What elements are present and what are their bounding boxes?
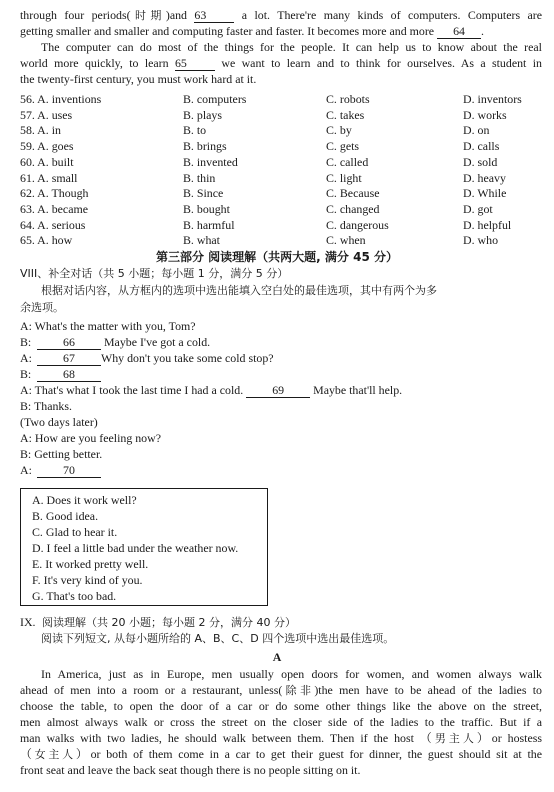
option-d[interactable]: D. inventors (463, 92, 522, 106)
dialog-line: (Two days later) (20, 415, 98, 429)
dialog-line: A: 67 Why don't you take some cold stop? (20, 351, 274, 365)
option-b[interactable]: B. what (183, 233, 220, 248)
box-option-f: F. It's very kind of you. (32, 573, 143, 587)
dialog-line: A: What's the matter with you, Tom? (20, 319, 196, 333)
option-a[interactable]: 63. A. became (20, 201, 89, 216)
blank-65[interactable]: 65 (175, 57, 215, 71)
passage-line: the twenty-first century, you must work hard at it. (20, 72, 257, 86)
option-d[interactable]: D. who (463, 233, 499, 248)
dialog-line: A: How are you feeling now? (20, 431, 161, 445)
option-c[interactable]: C. robots (326, 92, 370, 106)
option-a[interactable]: 65. A. how (20, 233, 73, 248)
passage-line: choose the table, to open the door of a car or do some other things like the above on the street, (20, 699, 542, 713)
option-c[interactable]: C. Because (326, 186, 380, 201)
option-a[interactable]: 60. A. built (20, 154, 74, 169)
option-row (20, 154, 540, 170)
option-row (20, 217, 540, 233)
dialog-line: A: That's what I took the last time I had a cold. 69 Maybe that'll help. (20, 383, 403, 397)
section-8-instruction: 根据对话内容，从方框内的选项中选出能填入空白处的最佳选项，其中有两个为多 (41, 284, 437, 297)
option-row (20, 170, 540, 186)
option-row (20, 91, 540, 107)
section-9-title: IX. 阅读理解（共 20 小题；每小题 2 分，满分 40 分） (20, 615, 296, 629)
passage-letter: A (272, 650, 282, 664)
section-9-instruction: 阅读下列短文, 从每小题所给的 A、B、C、D 四个选项中选出最佳选项。 (41, 632, 395, 645)
option-b[interactable]: B. plays (183, 107, 222, 122)
option-d[interactable]: D. heavy (463, 170, 506, 185)
option-a[interactable]: 57. A. uses (20, 107, 73, 122)
option-c[interactable]: C. when (326, 233, 366, 248)
section-8-instruction: 余选项。 (20, 301, 64, 314)
box-option-a: A. Does it work well? (32, 493, 137, 507)
box-option-c: C. Glad to hear it. (32, 525, 118, 539)
option-c[interactable]: C. light (326, 170, 362, 185)
option-b[interactable]: B. invented (183, 154, 238, 169)
box-option-g: G. That's too bad. (32, 589, 117, 603)
box-option-d: D. I feel a little bad under the weather now. (32, 541, 239, 555)
blank-63[interactable]: 63 (194, 9, 234, 23)
option-row (20, 107, 540, 123)
option-row (20, 185, 540, 201)
option-a[interactable]: 64. A. serious (20, 217, 86, 232)
dialog-line: B: 66 Maybe I've got a cold. (20, 335, 211, 349)
option-b[interactable]: B. thin (183, 170, 216, 185)
option-a[interactable]: 59. A. goes (20, 139, 74, 154)
blank-67[interactable]: 67 (37, 352, 101, 366)
passage-line: （女主人）or both of them come in a car to get their guest for dinner, the guest should sit at the (20, 747, 542, 761)
blank-66[interactable]: 66 (37, 336, 101, 350)
passage-line: world more quickly, to learn 65 we want to learn and to think for ourselves. As a student in (20, 56, 542, 70)
option-row (20, 138, 540, 154)
passage-line: front seat and leave the back seat though there is no people sitting on it. (20, 763, 361, 777)
passage-line: ahead of men into a room or a restaurant, unless(除非)the men have to be ahead of the ladies to (20, 683, 542, 697)
box-option-b: B. Good idea. (32, 509, 99, 523)
option-row (20, 201, 540, 217)
option-d[interactable]: D. calls (463, 139, 500, 154)
blank-68[interactable]: 68 (37, 368, 101, 382)
option-c[interactable]: C. gets (326, 139, 360, 154)
passage-line: men almost always walk or cross the street on the closer side of the ladies to the traffic. But if a (20, 715, 542, 729)
option-b[interactable]: B. computers (183, 92, 247, 106)
passage-line: The computer can do most of the things for the people. It can help us to know about the real (41, 40, 542, 54)
option-d[interactable]: D. While (463, 186, 507, 201)
option-b[interactable]: B. brings (183, 139, 227, 154)
option-d[interactable]: D. sold (463, 154, 498, 169)
option-c[interactable]: C. dangerous (326, 217, 389, 232)
option-b[interactable]: B. bought (183, 201, 230, 216)
option-d[interactable]: D. got (463, 201, 493, 216)
option-a[interactable]: 58. A. in (20, 123, 61, 138)
option-b[interactable]: B. Since (183, 186, 224, 201)
blank-64[interactable]: 64 (437, 25, 481, 39)
option-b[interactable]: B. harmful (183, 217, 235, 232)
option-row (20, 122, 540, 138)
dialog-line: B: Getting better. (20, 447, 103, 461)
box-option-e: E. It worked pretty well. (32, 557, 149, 571)
section-8-title: VIII、补全对话（共 5 小题；每小题 1 分，满分 5 分） (20, 267, 289, 280)
passage-line: In America, just as in Europe, men usually open doors for women, and women always walk (41, 667, 542, 681)
option-b[interactable]: B. to (183, 123, 207, 138)
dialog-line: B: Thanks. (20, 399, 72, 413)
dialog-line: A: 70 (20, 462, 542, 478)
option-d[interactable]: D. on (463, 123, 490, 138)
choice-box (20, 488, 268, 606)
passage-line: getting smaller and smaller and computing faster and faster. It becomes more and more 64 . (20, 24, 485, 38)
dialog-line: B: 68 (20, 366, 542, 382)
option-a[interactable]: 56. A. inventions (20, 92, 102, 106)
option-c[interactable]: C. changed (326, 201, 380, 216)
option-d[interactable]: D. works (463, 107, 507, 122)
option-c[interactable]: C. by (326, 123, 352, 138)
passage-line: man walks with two ladies, he should walk between them. Then if the host （男主人）or hostess (20, 731, 543, 745)
part3-title: 第三部分 阅读理解（共两大题, 满分 45 分） (156, 250, 398, 264)
passage-line: through four periods(时期)and 63 a lot. There're many kinds of computers. Computers are (20, 8, 542, 22)
blank-70[interactable]: 70 (37, 464, 101, 478)
option-row (20, 232, 540, 248)
option-c[interactable]: C. takes (326, 107, 365, 122)
blank-69[interactable]: 69 (246, 384, 310, 398)
option-c[interactable]: C. called (326, 154, 369, 169)
option-a[interactable]: 62. A. Though (20, 186, 89, 201)
option-a[interactable]: 61. A. small (20, 170, 78, 185)
option-d[interactable]: D. helpful (463, 217, 512, 232)
